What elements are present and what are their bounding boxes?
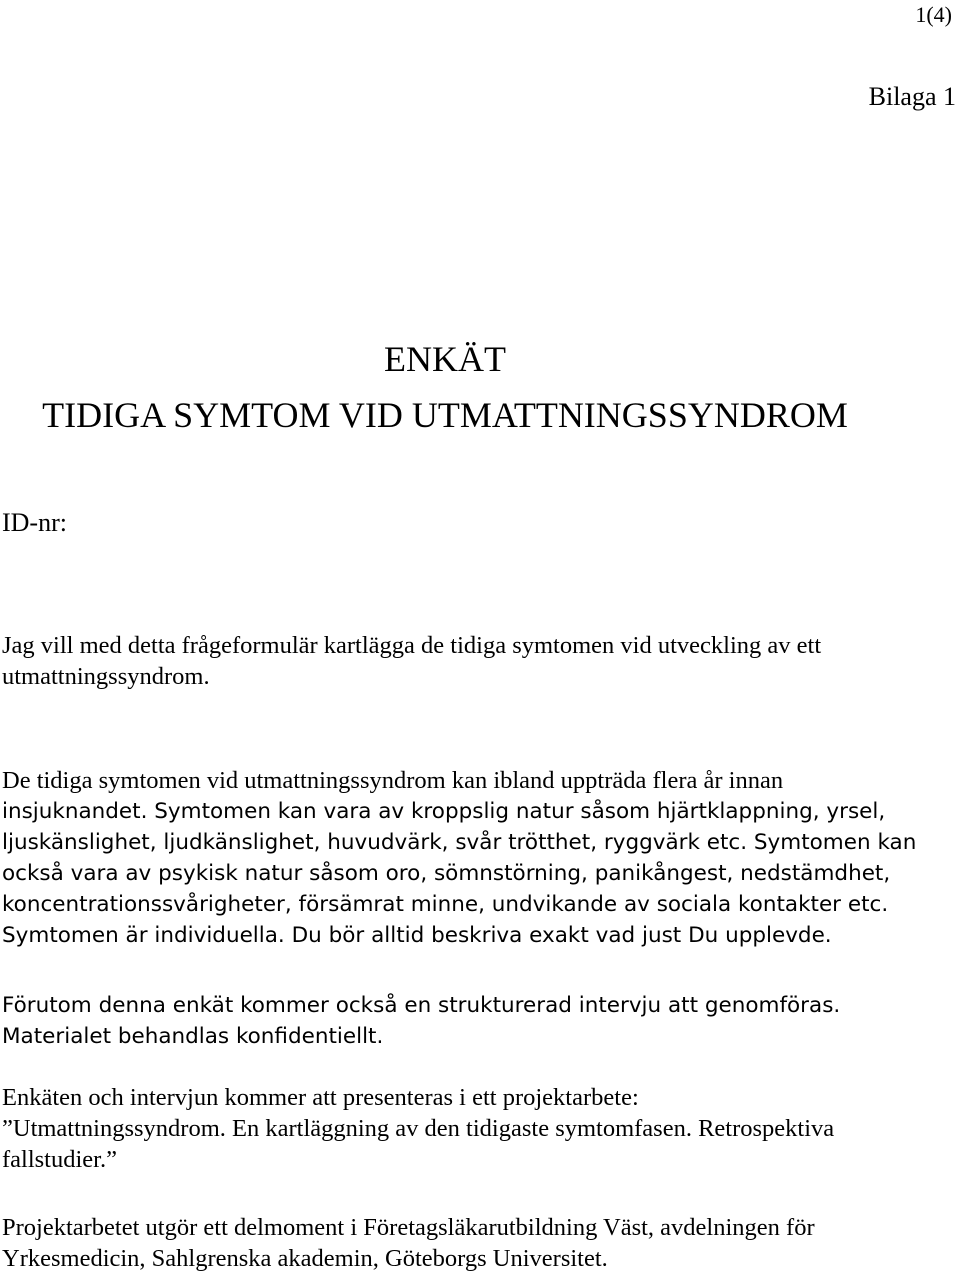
- paragraph-line: Projektarbetet utgör ett delmoment i Företagsläkarutbildning Väst, avdelningen för: [2, 1214, 815, 1241]
- paragraph-line: Förutom denna enkät kommer också en strukturerad intervju att genomföras.: [2, 993, 841, 1018]
- presentation-paragraph: [2, 1082, 957, 1175]
- paragraph-line: Jag vill med detta frågeformulär kartlägga de tidiga symtomen vid utveckling av ett: [2, 632, 822, 659]
- interview-paragraph: [2, 990, 957, 1052]
- page-number: 1(4): [915, 2, 952, 27]
- paragraph-line: ”Utmattningssyndrom. En kartläggning av den tidigaste symtomfasen. Retrospektiva: [2, 1115, 835, 1142]
- paragraph-line: insjuknandet. Symtomen kan vara av kroppslig natur såsom hjärtklappning, yrsel,: [2, 799, 886, 824]
- paragraph-line: Yrkesmedicin, Sahlgrenska akademin, Göteborgs Universitet.: [2, 1245, 608, 1272]
- paragraph-line: också vara av psykisk natur såsom oro, sömnstörning, panikångest, nedstämdhet,: [2, 861, 891, 886]
- paragraph-line: Symtomen är individuella. Du bör alltid beskriva exakt vad just Du upplevde.: [2, 923, 832, 948]
- paragraph-line: Materialet behandlas konfidentiellt.: [2, 1024, 384, 1049]
- id-number-label: ID-nr:: [2, 508, 67, 537]
- document-subtitle: TIDIGA SYMTOM VID UTMATTNINGSSYNDROM: [42, 395, 848, 435]
- paragraph-line: De tidiga symtomen vid utmattningssyndrom kan ibland uppträda flera år innan: [2, 767, 784, 794]
- paragraph-line: utmattningssyndrom.: [2, 663, 210, 690]
- project-paragraph: [2, 1212, 957, 1274]
- intro-paragraph: [2, 630, 957, 692]
- paragraph-line: ljuskänslighet, ljudkänslighet, huvudvärk, svår trötthet, ryggvärk etc. Symtomen kan: [2, 830, 917, 855]
- paragraph-line: Enkäten och intervjun kommer att presenteras i ett projektarbete:: [2, 1084, 639, 1111]
- symptoms-paragraph: [2, 765, 957, 951]
- document-title: ENKÄT: [384, 339, 506, 379]
- paragraph-line: fallstudier.”: [2, 1146, 117, 1173]
- appendix-label: Bilaga 1: [868, 82, 956, 111]
- paragraph-line: koncentrationssvårigheter, försämrat minne, undvikande av sociala kontakter etc.: [2, 892, 889, 917]
